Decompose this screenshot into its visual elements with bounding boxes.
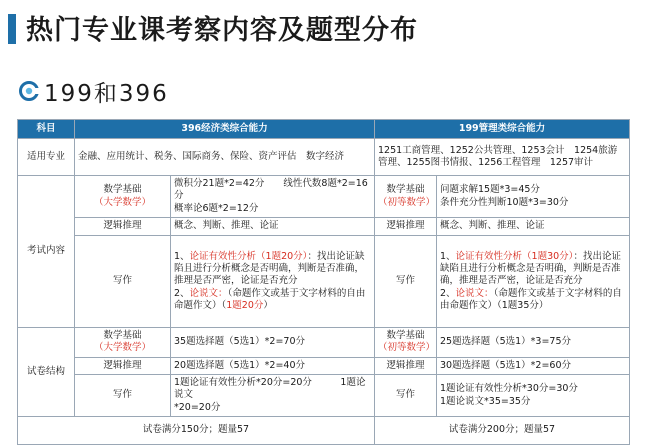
content-math-199: 问题求解15题*3=45分 条件充分性判断10题*3=30分 (437, 176, 630, 218)
table-row (18, 328, 630, 358)
content-writing-396: 1、论证有效性分析（1题20分）：找出论证缺陷且进行分析概念是否明确，判断是否准确，推理是否严密，论证是否充分 2、论说文：（命题作文或基于文字材料的自由命题作文）（1题20分） (171, 236, 375, 328)
structure-math-396: 35题选择题（5选1）*2=70分 (171, 328, 375, 358)
structure-logic-396: 20题选择题（5选1）*2=40分 (171, 357, 375, 374)
content-writing-199: 1、论证有效性分析（1题30分）：找出论证缺陷且进行分析概念是否明确，判断是否准确，推理是否严密，论证是否充分 2、论说文：（命题作文或基于文字材料的自由命题作文）（1题35分） (437, 236, 630, 328)
structure-writing-396: 1题论证有效性分析*20分=20分 1题论说文 *20=20分 (171, 375, 375, 417)
content-logic-396-name: 逻辑推理 (75, 218, 171, 236)
content-writing-396-name: 写作 (75, 236, 171, 328)
table-row (18, 236, 630, 328)
subtitle-row (18, 76, 169, 106)
circle-logo-icon (18, 80, 40, 102)
table-row (18, 218, 630, 236)
structure-logic-396-name: 逻辑推理 (75, 357, 171, 374)
majors-199: 1251工商管理、1252公共管理、1253会计 1254旅游管理、1255图书情报、1256工程管理 1257审计 (375, 139, 630, 176)
structure-logic-199-name: 逻辑推理 (375, 357, 437, 374)
section-subtitle: 199和396 (44, 80, 169, 107)
table-row (18, 176, 630, 218)
total-199: 试卷满分200分；题量57 (375, 417, 630, 445)
table-row-majors (18, 139, 630, 176)
content-logic-396: 概念、判断、推理、论证 (171, 218, 375, 236)
table-row (18, 357, 630, 374)
page-title: 热门专业课考察内容及题型分布 (26, 15, 418, 46)
table-row (18, 375, 630, 417)
structure-logic-199: 30题选择题（5选1）*2=60分 (437, 357, 630, 374)
header-subject: 科目 (18, 120, 75, 139)
structure-writing-396-name: 写作 (75, 375, 171, 417)
row-label-content: 考试内容 (18, 176, 75, 328)
structure-math-199-name: 数学基础 （初等数学） (375, 328, 437, 358)
content-logic-199-name: 逻辑推理 (375, 218, 437, 236)
content-writing-199-name: 写作 (375, 236, 437, 328)
total-396: 试卷满分150分；题量57 (18, 417, 375, 445)
header-396: 396经济类综合能力 (75, 120, 375, 139)
structure-math-396-name: 数学基础 （大学数学） (75, 328, 171, 358)
header-199: 199管理类综合能力 (375, 120, 630, 139)
content-math-396: 微积分21题*2=42分 线性代数8题*2=16分 概率论6题*2=12分 (171, 176, 375, 218)
content-logic-199: 概念、判断、推理、论证 (437, 218, 630, 236)
majors-396: 金融、应用统计、税务、国际商务、保险、资产评估 数字经济 (75, 139, 375, 176)
title-accent-bar (8, 14, 16, 44)
row-label-structure: 试卷结构 (18, 328, 75, 417)
row-label-majors: 适用专业 (18, 139, 75, 176)
structure-writing-199-name: 写作 (375, 375, 437, 417)
table-header-row (18, 120, 630, 139)
content-math-396-name: 数学基础 （大学数学） (75, 176, 171, 218)
structure-math-199: 25题选择题（5选1）*3=75分 (437, 328, 630, 358)
content-math-199-name: 数学基础 （初等数学） (375, 176, 437, 218)
exam-comparison-table (17, 119, 630, 445)
table-row-totals (18, 417, 630, 445)
structure-writing-199: 1题论证有效性分析*30分=30分 1题论说文*35=35分 (437, 375, 630, 417)
